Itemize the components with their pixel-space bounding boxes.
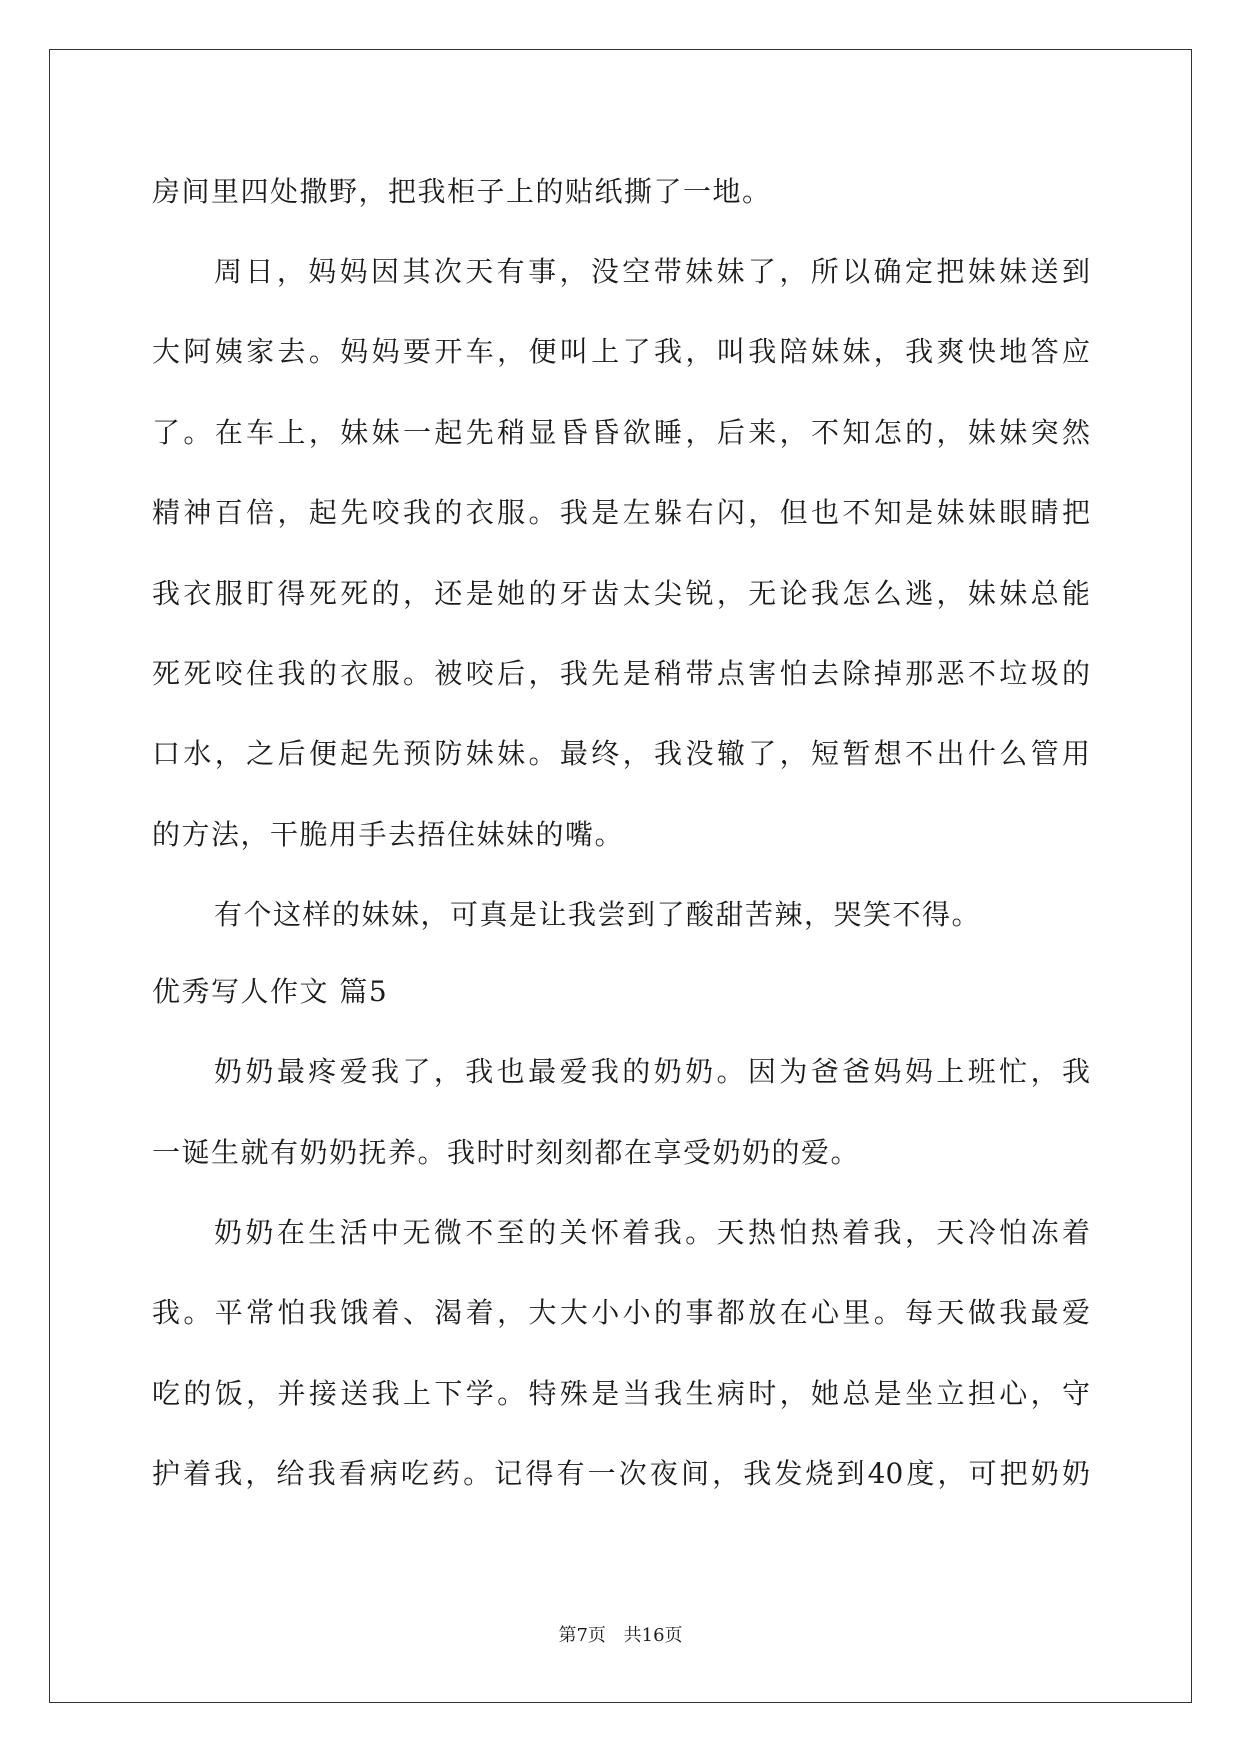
paragraph-line: 护着我，给我看病吃药。记得有一次夜间，我发烧到40度，可把奶奶 <box>152 1457 1090 1490</box>
paragraph-line: 吃的饭，并接送我上下学。特殊是当我生病时，她总是坐立担心，守 <box>152 1377 1090 1410</box>
paragraph-line: 我衣服盯得死死的，还是她的牙齿太尖锐，无论我怎么逃，妹妹总能 <box>152 577 1090 610</box>
paragraph-line: 我。平常怕我饿着、渴着，大大小小的事都放在心里。每天做我最爱 <box>152 1296 1090 1329</box>
paragraph-line: 房间里四处撒野，把我柜子上的贴纸撕了一地。 <box>152 175 772 208</box>
paragraph-line: 一诞生就有奶奶抚养。我时时刻刻都在享受奶奶的爱。 <box>152 1136 861 1169</box>
paragraph-line: 奶奶在生活中无微不至的关怀着我。天热怕热着我，天冷怕冻着 <box>214 1216 1090 1249</box>
paragraph-line: 了。在车上，妹妹一起先稍显昏昏欲睡，后来，不知怎的，妹妹突然 <box>152 416 1090 449</box>
paragraph-line: 有个这样的妹妹，可真是让我尝到了酸甜苦辣，哭笑不得。 <box>214 898 982 931</box>
page-total: 共16页 <box>623 1625 683 1646</box>
paragraph-line: 死死咬住我的衣服。被咬后，我先是稍带点害怕去除掉那恶不垃圾的 <box>152 657 1090 690</box>
paragraph-line: 的方法，干脆用手去捂住妹妹的嘴。 <box>152 818 625 851</box>
paragraph-line: 精神百倍，起先咬我的衣服。我是左躲右闪，但也不知是妹妹眼睛把 <box>152 496 1090 529</box>
page-footer <box>0 1624 1241 1648</box>
section-heading: 优秀写人作文 篇5 <box>152 975 389 1008</box>
page-number: 第7页 <box>558 1625 606 1646</box>
page-border <box>49 49 1192 1703</box>
paragraph-line: 奶奶最疼爱我了，我也最爱我的奶奶。因为爸爸妈妈上班忙，我 <box>214 1055 1090 1088</box>
paragraph-line: 口水，之后便起先预防妹妹。最终，我没辙了，短暂想不出什么管用 <box>152 737 1090 770</box>
paragraph-line: 大阿姨家去。妈妈要开车，便叫上了我，叫我陪妹妹，我爽快地答应 <box>152 335 1090 368</box>
paragraph-line: 周日，妈妈因其次天有事，没空带妹妹了，所以确定把妹妹送到 <box>214 255 1090 288</box>
